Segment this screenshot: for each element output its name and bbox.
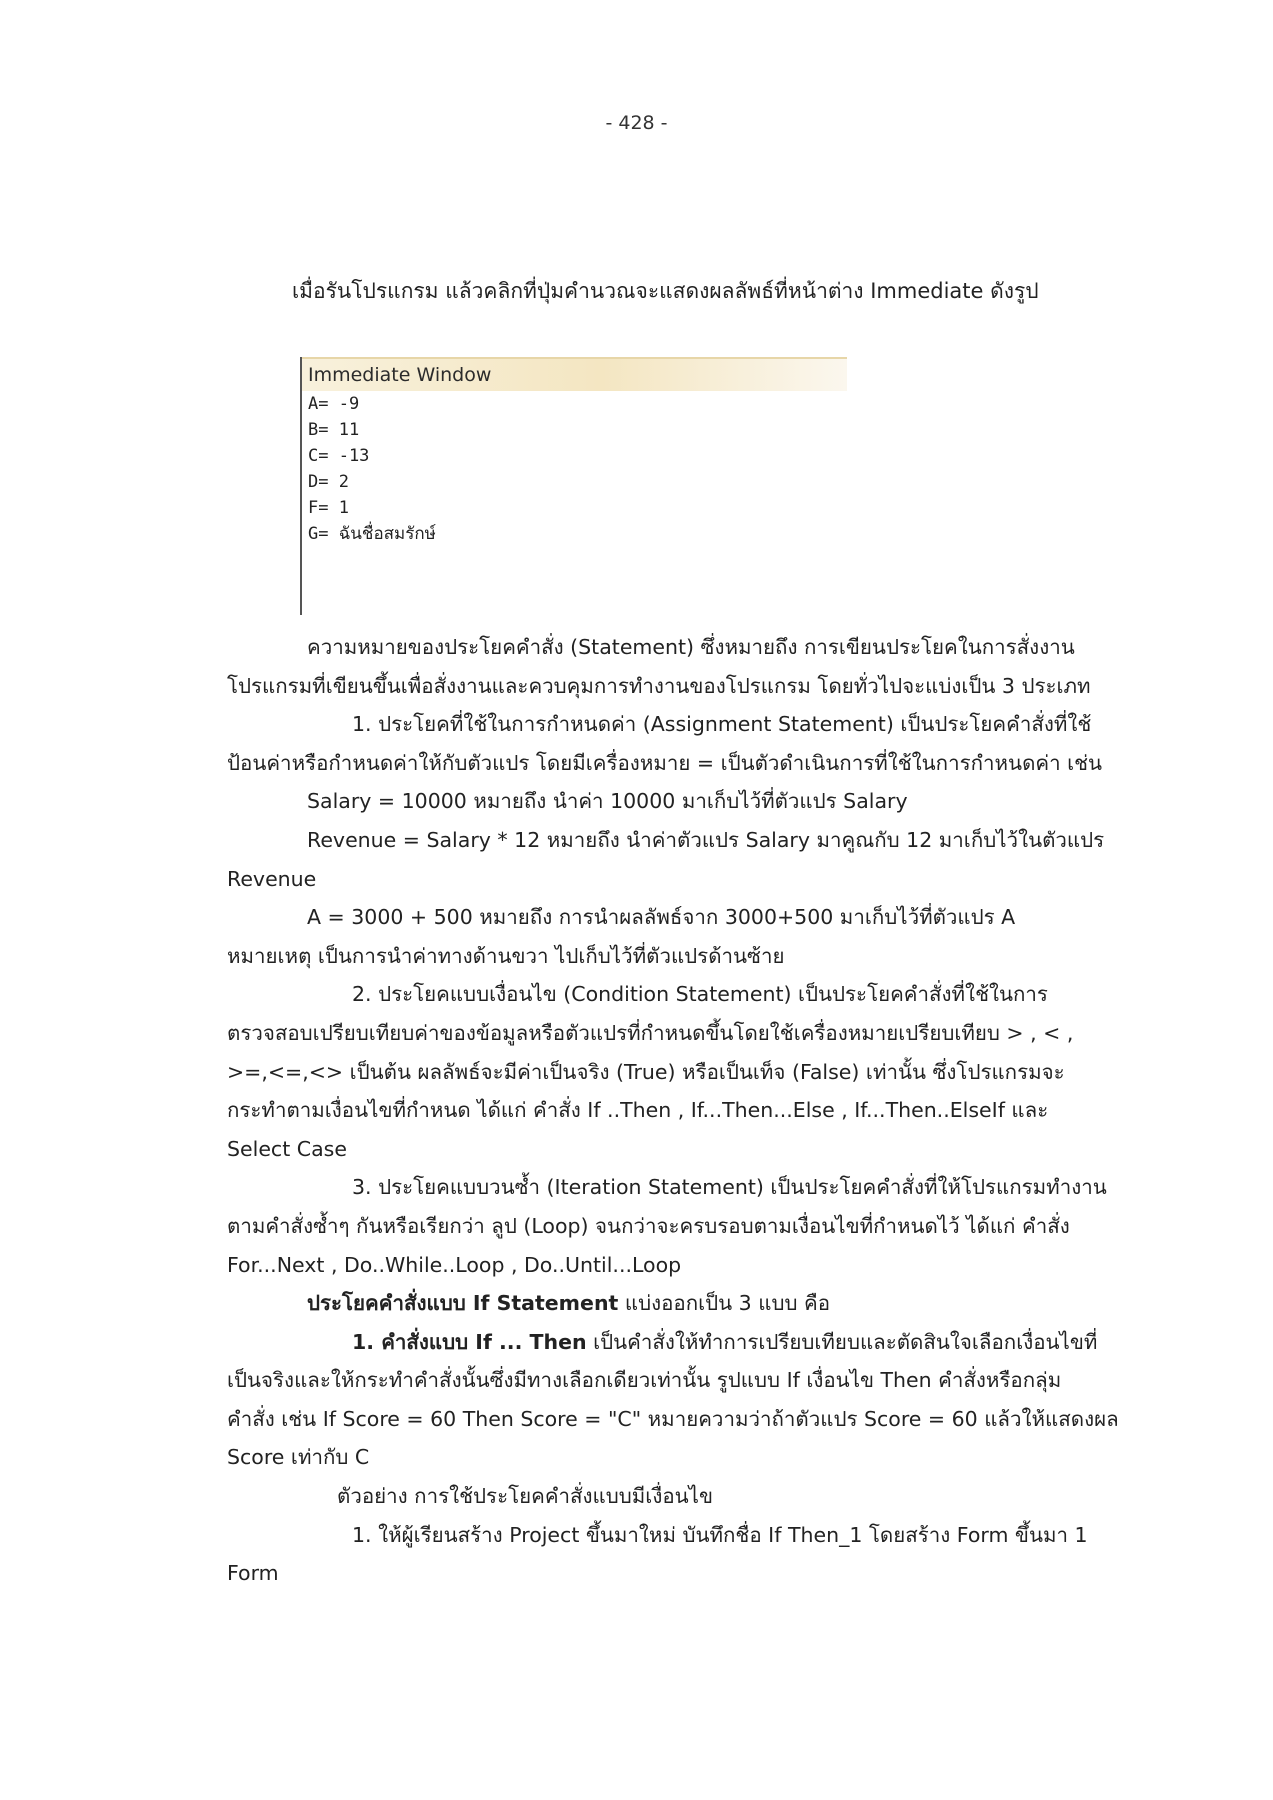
- example-heading: ตัวอย่าง การใช้ประโยคคำสั่งแบบมีเงื่อนไข: [337, 1484, 713, 1509]
- immediate-window-title: Immediate Window: [302, 357, 847, 391]
- immediate-output-line: F= 1: [308, 498, 349, 518]
- assignment-example-a: A = 3000 + 500 หมายถึง การนำผลลัพธ์จาก 3000+500 มาเก็บไว้ที่ตัวแปร A: [307, 905, 1016, 930]
- assignment-example-revenue-cont: Revenue: [227, 866, 317, 891]
- assignment-example-revenue: Revenue = Salary * 12 หมายถึง นำค่าตัวแปร Salary มาคูณกับ 12 มาเก็บไว้ในตัวแปร: [307, 827, 1105, 852]
- condition-statement-line: กระทำตามเงื่อนไขที่กำหนด ได้แก่ คำสั่ง If ..Then , If...Then...Else , If...Then..ElseIf และ: [227, 1098, 1049, 1123]
- immediate-output-line: D= 2: [308, 472, 349, 492]
- example-step-1-cont: Form: [227, 1561, 279, 1586]
- statement-definition-line: ความหมายของประโยคคำสั่ง (Statement) ซึ่งหมายถึง การเขียนประโยคในการสั่งงาน: [307, 635, 1075, 659]
- immediate-output-line: C= -13: [308, 446, 370, 466]
- iteration-statement-line: For...Next , Do..While..Loop , Do..Until...Loop: [227, 1252, 682, 1277]
- immediate-window-screenshot: [300, 357, 847, 615]
- immediate-output-line: A= -9: [308, 394, 360, 414]
- example-step-1: 1. ให้ผู้เรียนสร้าง Project ขึ้นมาใหม่ บันทึกชื่อ If Then_1 โดยสร้าง Form ขึ้นมา 1: [352, 1522, 1088, 1547]
- intro-paragraph: เมื่อรันโปรแกรม แล้วคลิกที่ปุ่มคำนวณจะแสดงผลลัพธ์ที่หน้าต่าง Immediate ดังรูป: [292, 279, 1039, 303]
- if-then-heading-bold: 1. คำสั่งแบบ If ... Then: [352, 1329, 587, 1354]
- page-number: - 428 -: [605, 112, 668, 134]
- condition-statement-line: ตรวจสอบเปรียบเทียบค่าของข้อมูลหรือตัวแปรที่กำหนดขึ้นโดยใช้เครื่องหมายเปรียบเทียบ > , < ,: [227, 1020, 1074, 1045]
- body-text: [227, 628, 1127, 1593]
- assignment-statement-line: ป้อนค่าหรือกำหนดค่าให้กับตัวแปร โดยมีเครื่องหมาย = เป็นตัวดำเนินการที่ใช้ในการกำหนดค่า เช่น: [227, 750, 1103, 775]
- if-statement-heading-bold: ประโยคคำสั่งแบบ If Statement: [307, 1291, 619, 1316]
- if-statement-heading: [227, 1284, 1127, 1323]
- iteration-statement-line: ตามคำสั่งซ้ำๆ กันหรือเรียกว่า ลูป (Loop) จนกว่าจะครบรอบตามเงื่อนไขที่กำหนดไว้ ได้แก่ คำสั่ง: [227, 1213, 1070, 1238]
- assignment-note: หมายเหตุ เป็นการนำค่าทางด้านขวา ไปเก็บไว้ที่ตัวแปรด้านซ้าย: [227, 943, 785, 968]
- immediate-output-line: G= ฉันชื่อสมรักษ์: [308, 524, 436, 544]
- if-then-line: Score เท่ากับ C: [227, 1445, 370, 1470]
- iteration-statement-heading: 3. ประโยคแบบวนซ้ำ (Iteration Statement) เป็นประโยคคำสั่งที่ให้โปรแกรมทำงาน: [352, 1175, 1107, 1200]
- if-then-heading: [227, 1323, 1127, 1362]
- assignment-example-salary: Salary = 10000 หมายถึง นำค่า 10000 มาเก็บไว้ที่ตัวแปร Salary: [307, 789, 908, 814]
- if-then-heading-rest: เป็นคำสั่งให้ทำการเปรียบเทียบและตัดสินใจเลือกเงื่อนไขที่: [586, 1329, 1098, 1354]
- condition-statement-heading: 2. ประโยคแบบเงื่อนไข (Condition Statement) เป็นประโยคคำสั่งที่ใช้ในการ: [352, 982, 1048, 1007]
- if-then-line: คำสั่ง เช่น If Score = 60 Then Score = "C" หมายความว่าถ้าตัวแปร Score = 60 แล้วให้แสดงผล: [227, 1406, 1119, 1431]
- assignment-statement-heading: 1. ประโยคที่ใช้ในการกำหนดค่า (Assignment Statement) เป็นประโยคคำสั่งที่ใช้: [352, 712, 1092, 737]
- if-then-line: เป็นจริงและให้กระทำคำสั่งนั้นซึ่งมีทางเลือกเดียวเท่านั้น รูปแบบ If เงื่อนไข Then คำสั่งหรือกลุ่ม: [227, 1368, 1062, 1393]
- immediate-output-line: B= 11: [308, 420, 360, 440]
- condition-statement-line: >=,<=,<> เป็นต้น ผลลัพธ์จะมีค่าเป็นจริง (True) หรือเป็นเท็จ (False) เท่านั้น ซึ่งโปรแกรมจะ: [227, 1059, 1065, 1084]
- statement-definition-line: โปรแกรมที่เขียนขึ้นเพื่อสั่งงานและควบคุมการทำงานของโปรแกรม โดยทั่วไปจะแบ่งเป็น 3 ประเภท: [227, 673, 1091, 698]
- if-statement-heading-rest: แบ่งออกเป็น 3 แบบ คือ: [618, 1291, 831, 1316]
- condition-statement-line: Select Case: [227, 1136, 347, 1161]
